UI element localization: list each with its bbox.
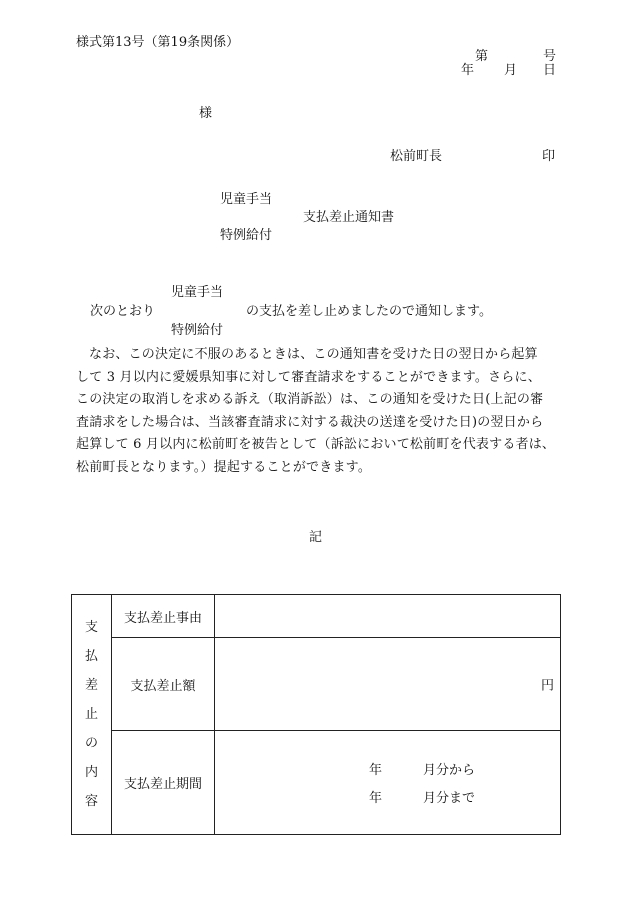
details-table	[71, 594, 561, 835]
reason-value-field[interactable]	[215, 595, 561, 638]
date-year: 年	[461, 63, 475, 78]
period-to-year: 年	[369, 791, 383, 806]
notice-line: 松前町長となります。）提起することができます。	[76, 459, 372, 475]
period-to-month: 月分まで	[423, 791, 476, 806]
document-number-go: 号	[543, 49, 557, 64]
intro-right: の支払を差し止めましたので通知します。	[246, 304, 492, 319]
page-title: 支払差止通知書	[303, 210, 395, 225]
table-row-amount	[72, 638, 561, 731]
intro-bottom: 特例給付	[171, 323, 224, 338]
amount-value-field[interactable]	[215, 638, 561, 731]
date-day: 日	[543, 63, 557, 78]
form-number: 様式第13号（第19条関係）	[76, 35, 240, 50]
yen-unit: 円	[540, 678, 554, 694]
amount-label: 支払差止額	[112, 638, 215, 731]
vertical-label: 支 払 差 止 の 内 容	[72, 595, 112, 835]
intro-left: 次のとおり	[90, 304, 156, 319]
date-month: 月	[504, 63, 518, 78]
period-label: 支払差止期間	[112, 731, 215, 835]
table-row-period	[72, 731, 561, 835]
period-from-year: 年	[369, 763, 383, 778]
period-from-month: 月分から	[423, 763, 476, 778]
intro-top: 児童手当	[171, 285, 224, 300]
notice-paragraph	[76, 344, 556, 479]
notice-line: して 3 月以内に愛媛県知事に対して審査請求をすることができます。さらに、	[76, 369, 541, 385]
addressee-honorific: 様	[199, 106, 213, 121]
title-line-1: 児童手当	[220, 192, 273, 207]
reason-label: 支払差止事由	[112, 595, 215, 638]
table-row-reason	[72, 595, 561, 638]
notice-line: この決定の取消しを求める訴え（取消訴訟）は、この通知を受けた日(上記の審	[76, 392, 544, 407]
notice-line: 査請求をした場合は、当該審査請求に対する裁決の送達を受けた日)の翌日から	[76, 414, 544, 430]
period-value-field[interactable]	[215, 731, 561, 835]
notice-line: 起算して 6 月以内に松前町を被告として（訴訟において松前町を代表する者は、	[76, 437, 556, 452]
title-line-3: 特例給付	[220, 228, 273, 243]
document-number-dai: 第	[475, 49, 489, 64]
notice-line: なお、この決定に不服のあるときは、この通知書を受けた日の翌日から起算	[89, 347, 538, 362]
section-mark: 記	[309, 530, 323, 545]
issuer-name: 松前町長	[390, 149, 443, 164]
issuer-seal: 印	[542, 149, 556, 164]
